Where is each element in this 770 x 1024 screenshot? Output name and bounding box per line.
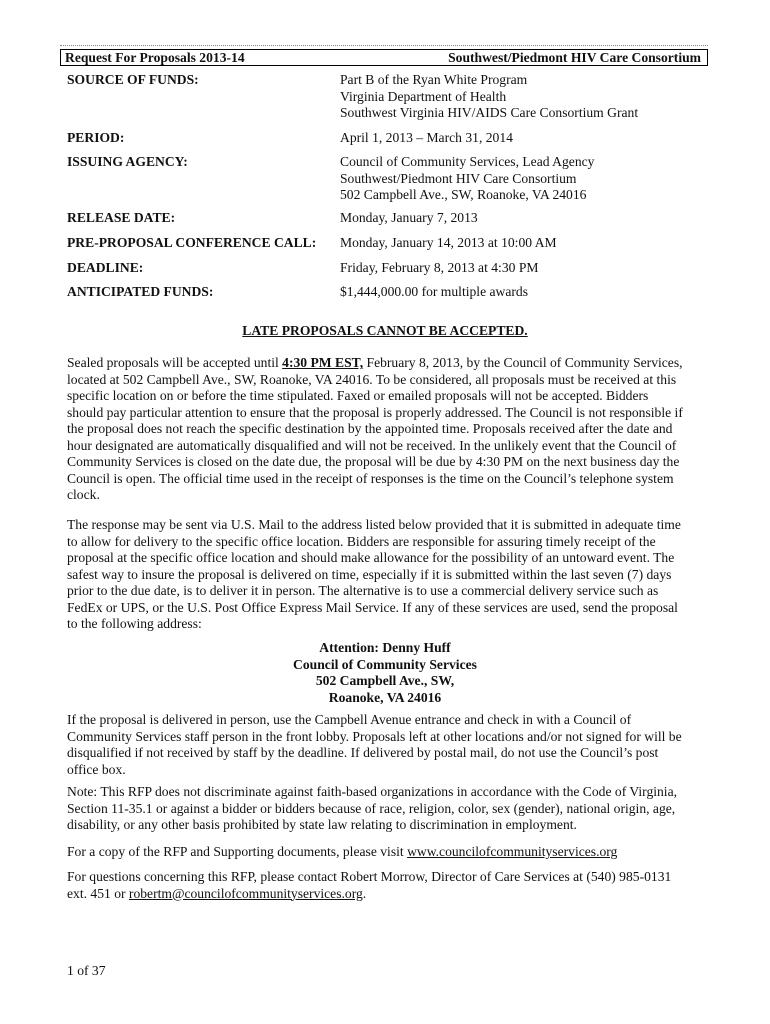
top-rule: [60, 45, 708, 46]
release-value: Monday, January 7, 2013: [340, 210, 478, 225]
source-label: SOURCE OF FUNDS:: [67, 72, 199, 87]
source-value: [340, 72, 638, 122]
preproposal-value: Monday, January 14, 2013 at 10:00 AM: [340, 235, 557, 250]
email-link[interactable]: robertm@councilofcommunityservices.org: [128, 885, 363, 901]
address-line: Roanoke, VA 24016: [328, 689, 442, 705]
paragraph-line: hour designated are automatically disqualified and will not be received. In the unlikely event that the Council of: [67, 437, 677, 453]
address-line: Attention: Denny Huff: [319, 640, 451, 655]
page-number: 1 of 37: [67, 963, 106, 978]
source-line: Part B of the Ryan White Program: [340, 72, 528, 87]
period-label: PERIOD:: [67, 130, 125, 145]
mailing-address-block: [0, 640, 770, 706]
funds-value: $1,444,000.00 for multiple awards: [340, 284, 529, 299]
late-proposals-notice: LATE PROPOSALS CANNOT BE ACCEPTED.: [242, 323, 528, 338]
in-person-delivery-paragraph: [67, 712, 707, 778]
non-discrimination-paragraph: [67, 784, 707, 834]
paragraph-line: Council is open. The official time used in the receipt of responses is the time on the Council’s telephone system: [67, 470, 674, 486]
funds-label: ANTICIPATED FUNDS:: [67, 284, 214, 299]
deadline-value: Friday, February 8, 2013 at 4:30 PM: [340, 260, 539, 275]
preproposal-label: PRE-PROPOSAL CONFERENCE CALL:: [67, 235, 317, 250]
paragraph-line: Community Services is closed on the date due, the proposal will be due by 4:30 PM on the next business day the: [67, 454, 680, 469]
paragraph-line: The response may be sent via U.S. Mail to the address listed below provided that it is submitted in adequate time: [67, 517, 681, 532]
agency-line: Council of Community Services, Lead Agency: [340, 154, 595, 169]
header-rfp-title: Request For Proposals 2013-14: [65, 50, 245, 65]
deadline-label: DEADLINE:: [67, 260, 144, 275]
agency-line: Southwest/Piedmont HIV Care Consortium: [340, 170, 577, 186]
period-value: April 1, 2013 – March 31, 2014: [340, 130, 513, 145]
paragraph-line: to allow for delivery to the specific office location. Bidders are responsible for assuring timely receipt of the: [67, 533, 656, 549]
paragraph-line: specific location on or before the time stipulated. Faxed or emailed proposals will not be accepted. Bidders: [67, 388, 649, 403]
agency-line: 502 Campbell Ave., SW, Roanoke, VA 24016: [340, 187, 587, 202]
paragraph-line: If the proposal is delivered in person, use the Campbell Avenue entrance and check in with a Council of: [67, 712, 632, 727]
deadline-emphasis: 4:30 PM EST,: [282, 355, 364, 370]
paragraph-line: Sealed proposals will be accepted until 4:30 PM EST, February 8, 2013, by the Council of Community Services,: [67, 355, 683, 370]
questions-paragraph: [67, 869, 707, 902]
paragraph-line: to the following address:: [67, 616, 202, 631]
paragraph-line: safest way to insure the proposal is delivered on time, especially if it is submitted within the last seven (7) days: [67, 566, 672, 582]
sealed-proposals-paragraph: [67, 355, 707, 504]
paragraph-line: prior to the due date, is to deliver it in person. The alternative is to use a commercial delivery service such as: [67, 583, 659, 598]
paragraph-line: should pay particular attention to ensure that the proposal is properly addressed. The Council is not responsible if: [67, 404, 683, 420]
paragraph-line: FedEx or UPS, or the U.S. Post Office Express Mail Service. If any of these services are used, send the proposal: [67, 599, 678, 615]
rfp-copy-paragraph: [67, 844, 707, 861]
paragraph-line: ext. 451 or robertm@councilofcommunityservices.org.: [67, 885, 367, 901]
paragraph-line: For a copy of the RFP and Supporting documents, please visit www.councilofcommunityservices.org: [67, 844, 618, 859]
header-bar: [60, 49, 708, 66]
website-link[interactable]: www.councilofcommunityservices.org: [407, 844, 618, 859]
paragraph-line: the proposal does not reach the specific destination by the appointed time. Proposals received after the date and: [67, 421, 673, 436]
paragraph-line: office box.: [67, 761, 126, 777]
paragraph-line: proposal at the specific office location and should make allowance for the possibility of an untoward event. The: [67, 550, 675, 565]
paragraph-line: Section 11-35.1 or against a bidder or bidders because of race, religion, color, sex (gender), national origin, age,: [67, 800, 676, 816]
source-line: Southwest Virginia HIV/AIDS Care Consortium Grant: [340, 105, 639, 120]
header-consortium: Southwest/Piedmont HIV Care Consortium: [448, 50, 701, 65]
source-line: Virginia Department of Health: [340, 88, 507, 104]
paragraph-line: located at 502 Campbell Ave., SW, Roanoke, VA 24016. To be considered, all proposals must be received at this: [67, 371, 677, 387]
release-label: RELEASE DATE:: [67, 210, 176, 225]
agency-label: ISSUING AGENCY:: [67, 154, 188, 169]
paragraph-line: disqualified if not received by staff by the deadline. If delivered by postal mail, do not use the Council’s post: [67, 745, 659, 760]
paragraph-line: clock.: [67, 487, 100, 502]
address-line: Council of Community Services: [293, 656, 477, 672]
paragraph-line: Note: This RFP does not discriminate against faith-based organizations in accordance with the Code of Virginia,: [67, 784, 678, 799]
address-line: 502 Campbell Ave., SW,: [315, 673, 455, 688]
paragraph-line: For questions concerning this RFP, please contact Robert Morrow, Director of Care Services at (540) 985-0131: [67, 869, 672, 884]
paragraph-line: Community Services staff person in the front lobby. Proposals left at other locations and/or not signed for will be: [67, 728, 682, 744]
agency-value: [340, 154, 594, 204]
mail-delivery-paragraph: [67, 517, 707, 633]
paragraph-line: disability, or any other basis prohibited by state law relating to discrimination in employment.: [67, 817, 577, 832]
